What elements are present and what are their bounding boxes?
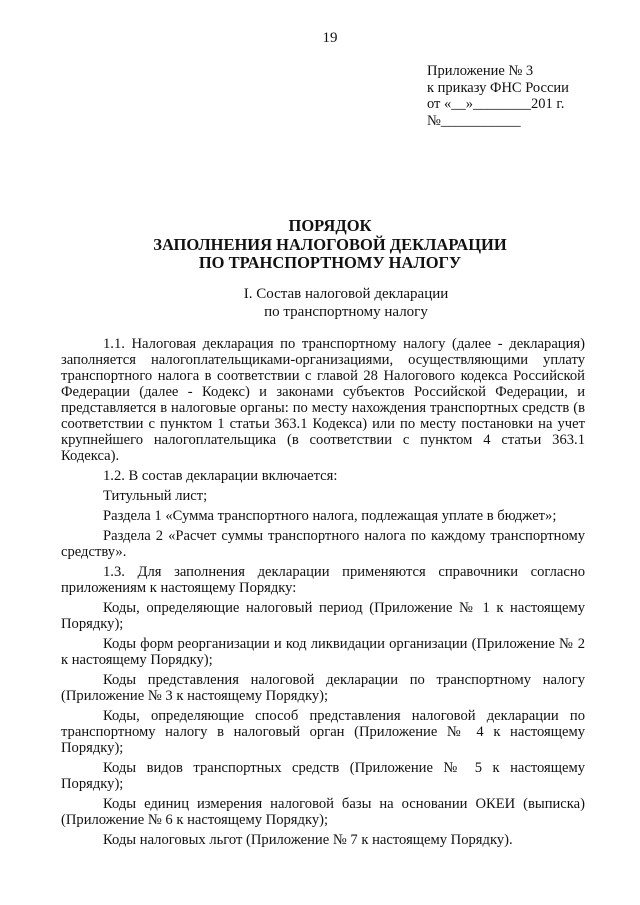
appendix-header	[427, 63, 569, 129]
paragraph-1-3: 1.3. Для заполнения декларации применяются справочники согласно приложениям к настоящему Порядку:	[61, 564, 585, 596]
list-item-title-page: Титульный лист;	[103, 488, 208, 504]
list-item-benefit-codes: Коды налоговых льгот (Приложение № 7 к настоящему Порядку).	[103, 832, 513, 848]
list-item-reorganization-codes: Коды форм реорганизации и код ликвидации организации (Приложение № 2 к настоящему Порядку);	[61, 636, 585, 668]
list-item-section-2: Раздела 2 «Расчет суммы транспортного налога по каждому транспортному средству».	[61, 528, 585, 560]
appendix-line-4: №___________	[427, 112, 521, 129]
paragraph-1-2: 1.2. В состав декларации включается:	[103, 468, 338, 484]
section-heading	[0, 285, 640, 321]
list-item-period-codes: Коды, определяющие налоговый период (Приложение № 1 к настоящему Порядку);	[61, 600, 585, 632]
section-line-1: I. Состав налоговой декларации	[243, 286, 449, 302]
page-number: 19	[322, 30, 338, 46]
appendix-line-3: от «__»________201 г.	[427, 96, 565, 112]
document-title	[0, 217, 640, 273]
appendix-line-2: к приказу ФНС России	[427, 79, 569, 96]
paragraph-1-1: 1.1. Налоговая декларация по транспортному налогу (далее - декларация) заполняется налогоплательщиками-организациями, осуществляющими уплату транспортного налога в соответствии с главой 28 Налогового кодекса Российской Федерации (далее - Кодекс) и законами субъектов Российской Федерации, и представляется в налоговые органы: по месту нахождения транспортных средств (в соответствии с пунктом 1 статьи 363.1 Кодекса) или по месту постановки на учет крупнейшего налогоплательщика (в соответствии с пунктом 4 статьи 363.1 Кодекса).	[61, 336, 585, 464]
title-line-1: ПОРЯДОК	[288, 216, 372, 235]
document-body	[61, 336, 585, 852]
list-item-submission-codes: Коды представления налоговой декларации по транспортному налогу (Приложение № 3 к настоящему Порядку);	[61, 672, 585, 704]
list-item-vehicle-type-codes: Коды видов транспортных средств (Приложение № 5 к настоящему Порядку);	[61, 760, 585, 792]
list-item-method-codes: Коды, определяющие способ представления налоговой декларации по транспортному налогу в налоговый орган (Приложение № 4 к настоящему Порядку);	[61, 708, 585, 756]
section-line-2: по транспортному налогу	[264, 304, 428, 320]
list-item-section-1: Раздела 1 «Сумма транспортного налога, подлежащая уплате в бюджет»;	[103, 508, 557, 524]
title-line-2: ЗАПОЛНЕНИЯ НАЛОГОВОЙ ДЕКЛАРАЦИИ	[153, 234, 507, 254]
appendix-line-1: Приложение № 3	[427, 63, 534, 79]
list-item-unit-codes: Коды единиц измерения налоговой базы на основании ОКЕИ (выписка) (Приложение № 6 к настоящему Порядку);	[61, 796, 585, 828]
title-line-3: ПО ТРАНСПОРТНОМУ НАЛОГУ	[198, 253, 462, 272]
